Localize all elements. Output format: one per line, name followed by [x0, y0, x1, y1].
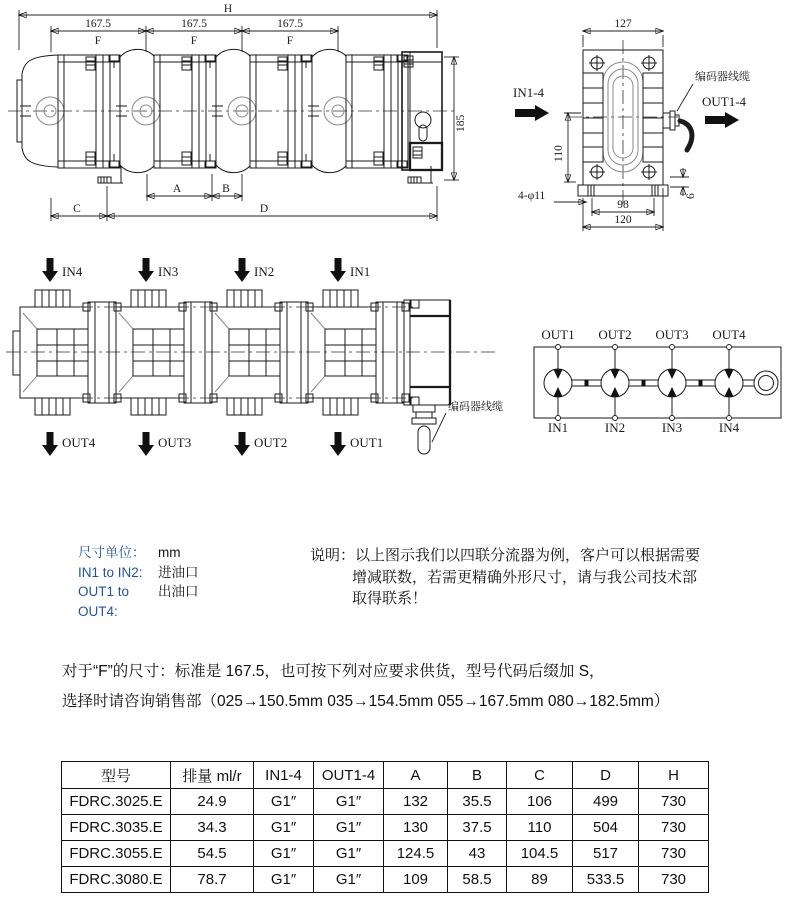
outlet-label: OUT3	[158, 435, 192, 450]
spec-col-header: D	[573, 762, 639, 789]
in-arrow-icon	[330, 258, 346, 282]
table-cell: 78.7	[171, 867, 254, 893]
table-cell: 730	[639, 867, 709, 893]
table-cell: 109	[384, 867, 448, 893]
end-view-inlet-label: IN1-4	[513, 85, 545, 100]
spec-col-header: A	[384, 762, 448, 789]
table-cell: 37.5	[448, 815, 507, 841]
top-view-drawing	[0, 250, 510, 480]
schematic-inlet-label: IN2	[604, 420, 626, 435]
schematic-outlet-label: OUT4	[712, 327, 746, 342]
table-cell: G1″	[254, 815, 314, 841]
dim-label-127: 127	[614, 18, 632, 30]
front-view-drawing	[0, 0, 470, 242]
spec-col-header: OUT1-4	[314, 762, 384, 789]
dim-label-98: 98	[617, 199, 629, 211]
table-cell: FDRC.3055.E	[62, 841, 171, 867]
out-arrow-icon	[234, 432, 250, 456]
table-cell: 730	[639, 789, 709, 815]
dim-label-holes: 4-φ11	[518, 190, 546, 202]
table-cell: 104.5	[507, 841, 573, 867]
legend-label: IN1 to IN2:	[78, 564, 143, 580]
out-arrow-icon	[42, 432, 58, 456]
spec-col-header: 型号	[62, 762, 171, 789]
table-row	[62, 841, 709, 867]
table-row	[62, 867, 709, 893]
note-text: 以上图示我们以四联分流器为例，客户可以根据需要	[355, 547, 701, 564]
dim-label-167-3: 167.5	[277, 18, 303, 30]
legend-label: OUT1 to OUT4:	[78, 584, 130, 619]
spec-col-header: IN1-4	[254, 762, 314, 789]
out-arrow-icon	[138, 432, 154, 456]
table-row	[62, 789, 709, 815]
table-cell: 58.5	[448, 867, 507, 893]
dim-label-167-1: 167.5	[85, 18, 111, 30]
table-cell: 533.5	[573, 867, 639, 893]
end-view-outlet-label: OUT1-4	[702, 94, 747, 109]
table-cell: G1″	[254, 867, 314, 893]
encoder-cable-label: 编码器线缆	[695, 71, 750, 83]
in-arrow-icon	[138, 258, 154, 282]
table-row	[62, 815, 709, 841]
note-line: 取得联系！	[352, 590, 428, 607]
schematic-inlet-label: IN4	[718, 420, 740, 435]
spec-col-header: H	[639, 762, 709, 789]
table-cell: 24.9	[171, 789, 254, 815]
dim-label-f-3: F	[286, 35, 294, 47]
f-note-line2: 选择时请咨询销售部（025→150.5mm 035→154.5mm 055→167.5mm 080→182.5mm）	[62, 692, 670, 710]
legend-value: 出油口	[158, 584, 199, 599]
inlet-label: IN2	[254, 264, 275, 279]
table-cell: 730	[639, 815, 709, 841]
table-cell: FDRC.3025.E	[62, 789, 171, 815]
f-dimension-note	[62, 657, 762, 716]
legend-label: 尺寸单位：	[78, 545, 146, 560]
outlet-label: OUT1	[350, 435, 384, 450]
table-cell: 130	[384, 815, 448, 841]
table-cell: 43	[448, 841, 507, 867]
schematic-outlet-label: OUT3	[655, 327, 689, 342]
dim-label-120: 120	[614, 214, 632, 226]
encoder-symbol-icon	[754, 371, 778, 395]
spec-header-row	[62, 762, 709, 789]
end-view-drawing	[470, 0, 789, 250]
outlet-label: OUT4	[62, 435, 96, 450]
encoder-keyhole-icon	[415, 112, 431, 128]
inlet-arrow-icon	[515, 105, 549, 121]
inlet-label: IN1	[350, 264, 371, 279]
encoder-cable-label: 编码器线缆	[448, 401, 503, 413]
table-cell: 89	[507, 867, 573, 893]
legend-value: 进油口	[158, 564, 199, 580]
legend-value: mm	[158, 545, 181, 560]
dim-label-110: 110	[553, 145, 565, 162]
dim-label-f-2: F	[190, 35, 198, 47]
inlet-label: IN4	[62, 264, 83, 279]
table-cell: G1″	[254, 789, 314, 815]
table-cell: G1″	[314, 815, 384, 841]
spec-col-header: C	[507, 762, 573, 789]
schematic-outlet-label: OUT1	[541, 327, 575, 342]
table-cell: G1″	[314, 841, 384, 867]
dim-label-c: C	[73, 203, 81, 215]
inlet-label: IN3	[158, 264, 179, 279]
dim-label-d: D	[259, 203, 269, 215]
schematic-outlet-label: OUT2	[598, 327, 632, 342]
dim-label-6: 6	[685, 193, 697, 199]
dim-label-a: A	[172, 183, 182, 195]
dim-label-f-1: F	[94, 35, 102, 47]
table-cell: 106	[507, 789, 573, 815]
table-cell: 504	[573, 815, 639, 841]
outlet-label: OUT2	[254, 435, 288, 450]
explanation-note	[310, 545, 750, 610]
table-cell: 54.5	[171, 841, 254, 867]
spec-col-header: 排量 ml/r	[171, 762, 254, 789]
spec-col-header: B	[448, 762, 507, 789]
table-cell: 517	[573, 841, 639, 867]
encoder-connector-icon	[412, 405, 436, 454]
table-cell: 110	[507, 815, 573, 841]
table-cell: 132	[384, 789, 448, 815]
table-cell: FDRC.3080.E	[62, 867, 171, 893]
table-cell: 499	[573, 789, 639, 815]
table-cell: FDRC.3035.E	[62, 815, 171, 841]
table-cell: 35.5	[448, 789, 507, 815]
table-cell: 34.3	[171, 815, 254, 841]
table-cell: G1″	[314, 867, 384, 893]
schematic-inlet-label: IN3	[661, 420, 683, 435]
hydraulic-schematic	[520, 295, 789, 450]
dim-label-h: H	[223, 3, 233, 15]
note-line: 增减联数，若需更精确外形尺寸，请与我公司技术部	[352, 568, 698, 586]
table-cell: 124.5	[384, 841, 448, 867]
table-cell: G1″	[254, 841, 314, 867]
legend-row	[78, 582, 199, 621]
spec-table	[61, 761, 709, 893]
table-cell: 730	[639, 841, 709, 867]
legend-row	[78, 543, 199, 563]
dim-label-167-2: 167.5	[181, 18, 207, 30]
note-prefix: 说明：	[310, 547, 356, 564]
units-legend	[78, 543, 199, 621]
f-note-line1: 对于“F”的尺寸：标准是 167.5，也可按下列对应要求供货，型号代码后缀加 S，	[62, 663, 605, 680]
dim-label-185: 185	[455, 114, 467, 132]
schematic-inlet-label: IN1	[547, 420, 569, 435]
out-arrow-icon	[330, 432, 346, 456]
outlet-arrow-icon	[705, 112, 739, 128]
dim-label-b: B	[222, 183, 230, 195]
in-arrow-icon	[42, 258, 58, 282]
table-cell: G1″	[314, 789, 384, 815]
in-arrow-icon	[234, 258, 250, 282]
legend-row	[78, 563, 199, 583]
note-line	[310, 545, 750, 567]
spec-table-body	[62, 789, 709, 893]
